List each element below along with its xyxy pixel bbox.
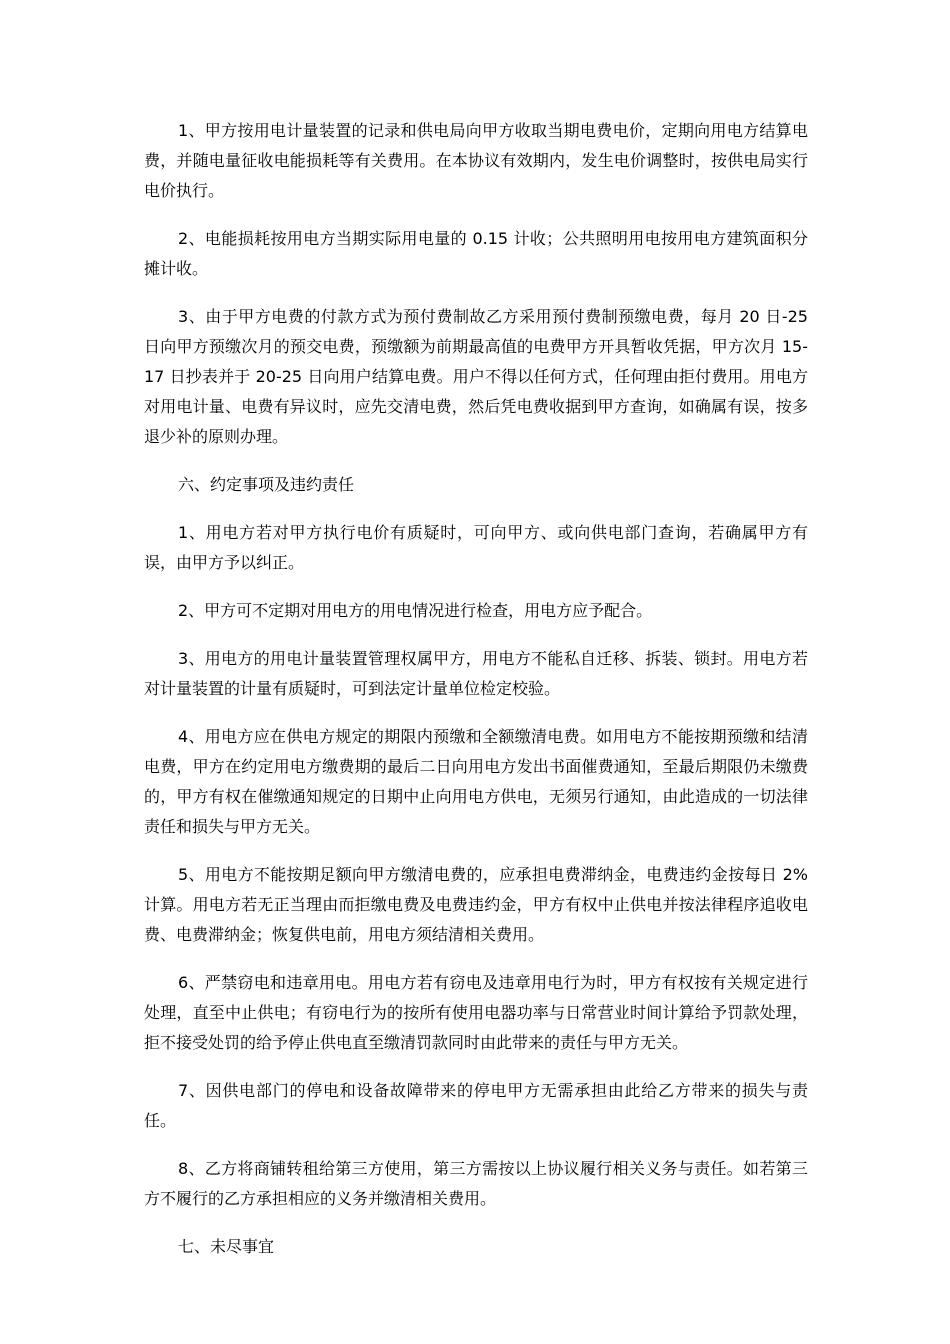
clause-price-query: 1、用电方若对甲方执行电价有质疑时，可向甲方、或向供电部门查询，若确属甲方有误，由甲方予以纠正。 [144,523,808,572]
clause-power-loss: 2、电能损耗按用电方当期实际用电量的 0.15 计收；公共照明用电按用电方建筑面积分摊计收。 [144,229,808,278]
clause-electricity-theft: 6、严禁窃电和违章用电。用电方若有窃电及违章用电行为时，甲方有权按有关规定进行处理，直至中止供电；有窃电行为的按所有使用电器功率与日常营业时间计算给予罚款处理，拒不接受处罚的给予停止供电直至缴清罚款同时由此带来的责任与甲方无关。 [144,973,808,1052]
section-heading-7: 七、未尽事宜 [178,1237,275,1256]
clause-payment-deadline: 4、用电方应在供电方规定的期限内预缴和全额缴清电费。如用电方不能按期预缴和结清电费，甲方在约定用电方缴费期的最后二日向用电方发出书面催费通知，至最后期限仍未缴费的，甲方有权在催缴通知规定的日期中止向用电方供电，无须另行通知，由此造成的一切法律责任和损失与甲方无关。 [144,727,808,836]
clause-fee-settlement: 1、甲方按用电计量装置的记录和供电局向甲方收取当期电费电价，定期向用电方结算电费，并随电量征收电能损耗等有关费用。在本协议有效期内，发生电价调整时，按供电局实行电价执行。 [144,121,808,200]
clause-meter-management: 3、用电方的用电计量装置管理权属甲方，用电方不能私自迁移、拆装、锁封。用电方若对计量装置的计量有质疑时，可到法定计量单位检定校验。 [144,649,808,698]
clause-outage: 7、因供电部门的停电和设备故障带来的停电甲方无需承担由此给乙方带来的损失与责任。 [144,1081,808,1130]
section-heading-6: 六、约定事项及违约责任 [178,475,355,494]
clause-sublease: 8、乙方将商铺转租给第三方使用，第三方需按以上协议履行相关义务与责任。如若第三方不履行的乙方承担相应的义务并缴清相关费用。 [144,1159,808,1208]
document-page [144,116,808,1280]
clause-inspection: 2、甲方可不定期对用电方的用电情况进行检查，用电方应予配合。 [178,601,653,620]
clause-prepayment: 3、由于甲方电费的付款方式为预付费制故乙方采用预付费制预缴电费，每月 20 日-25 日向甲方预缴次月的预交电费，预缴额为前期最高值的电费甲方开具暂收凭据，甲方次月 15-17 日抄表并于 20-25 日向用户结算电费。用户不得以任何方式，任何理由拒付费用。用电方对用电计量、电费有异议时，应先交清电费，然后凭电费收据到甲方查询，如确属有误，按多退少补的原则办理。 [144,307,808,446]
clause-late-fee: 5、用电方不能按期足额向甲方缴清电费的，应承担电费滞纳金，电费违约金按每日 2%计算。用电方若无正当理由而拒缴电费及电费违约金，甲方有权中止供电并按法律程序追收电费、电费滞纳金；恢复供电前，用电方须结清相关费用。 [144,865,808,944]
